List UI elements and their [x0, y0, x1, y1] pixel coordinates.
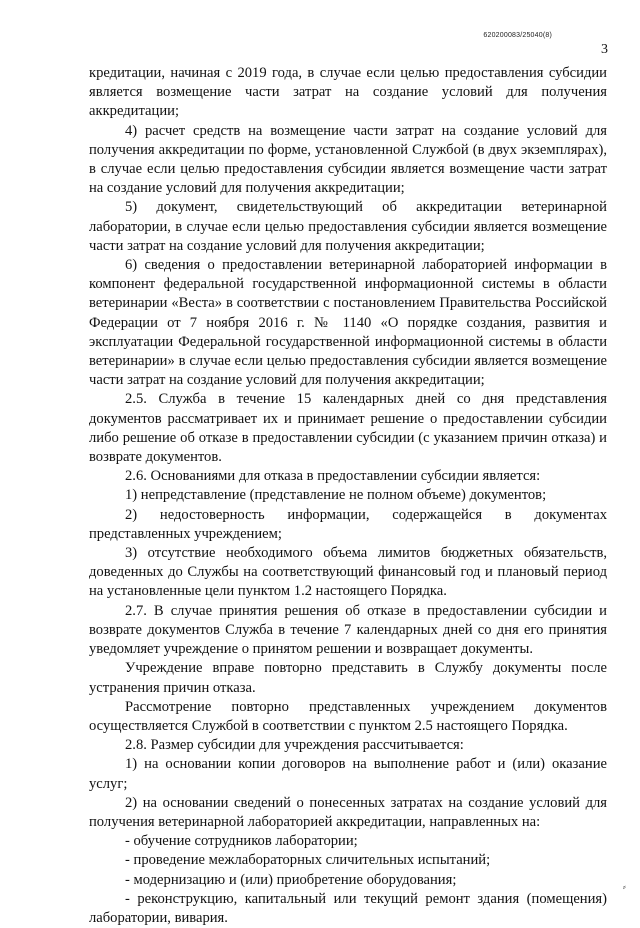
- paragraph-item-4: 4) расчет средств на возмещение части затрат на создание условий для получения аккредитации по форме, установленной Службой (в двух экземплярах), в случае если целью предоставления субсидии является возмещение части затрат на создание условий для получения аккредитации;: [89, 122, 607, 197]
- corner-scan-mark: ⸗: [622, 882, 626, 893]
- paragraph-review: Рассмотрение повторно представленных учреждением документов осуществляется Службой в соответствии с пунктом 2.5 настоящего Порядка.: [89, 698, 607, 734]
- paragraph-item-5: 5) документ, свидетельствующий об аккредитации ветеринарной лаборатории, в случае если целью предоставления субсидии является возмещение части затрат на создание условий для получения аккредитации;: [89, 199, 607, 254]
- list-item-interlab-tests: - проведение межлабораторных сличительных испытаний;: [125, 852, 491, 869]
- paragraph-2-6-item-3: 3) отсутствие необходимого объема лимитов бюджетных обязательств, доведенных до Службы на соответствующий финансовый год и плановый период на установленные цели пунктом 1.2 настоящего Порядка.: [89, 545, 607, 600]
- document-body: [89, 64, 607, 928]
- paragraph-2-8-item-1: 1) на основании копии договоров на выполнение работ и (или) оказание услуг;: [89, 756, 607, 792]
- list-item-training: - обучение сотрудников лаборатории;: [125, 833, 358, 850]
- paragraph-resubmit: Учреждение вправе повторно представить в Службу документы после устранения причин отказа.: [89, 660, 607, 696]
- paragraph-2-8-item-2: 2) на основании сведений о понесенных затратах на создание условий для получения ветеринарной лабораторией аккредитации, направленных на:: [89, 794, 607, 830]
- paragraph-2-8: 2.8. Размер субсидии для учреждения рассчитывается:: [125, 737, 464, 754]
- document-code: 620200083/25040(8): [483, 32, 552, 39]
- paragraph-2-6-item-2: 2) недостоверность информации, содержащейся в документах представленных учреждением;: [89, 506, 607, 542]
- list-item-equipment: - модернизацию и (или) приобретение оборудования;: [125, 871, 457, 888]
- paragraph-2-5: 2.5. Служба в течение 15 календарных дней со дня представления документов рассматривает их и принимает решение о предоставлении субсидии либо решение об отказе в предоставлении субсидии (с указанием причин отказа) и возврате документов.: [89, 391, 607, 466]
- page-number: 3: [601, 42, 608, 57]
- paragraph-2-6: 2.6. Основаниями для отказа в предоставлении субсидии является:: [125, 468, 541, 485]
- list-item-reconstruction: - реконструкцию, капитальный или текущий ремонт здания (помещения) лаборатории, вивария.: [89, 890, 607, 926]
- paragraph-2-6-item-1: 1) непредставление (представление не полном объеме) документов;: [125, 487, 547, 504]
- paragraph-item-6: 6) сведения о предоставлении ветеринарной лабораторией информации в компонент федеральной государственной информационной системы в области ветеринарии «Веста» в соответствии с постановлением Правительства Российской Федерации от 7 ноября 2016 г. № 1140 «О порядке создания, развития и эксплуатации Федеральной государственной информационной системы в области ветеринарии» в случае если целью предоставления субсидии является возмещение части затрат на создание условий для получения аккредитации;: [89, 257, 607, 389]
- paragraph-continuation: кредитации, начиная с 2019 года, в случае если целью предоставления субсидии является возмещение части затрат на создание условий для получения аккредитации;: [89, 65, 607, 120]
- paragraph-2-7: 2.7. В случае принятия решения об отказе в предоставлении субсидии и возврате документов Служба в течение 7 календарных дней со дня его принятия уведомляет учреждение о принятом решении и возвращает документы.: [89, 602, 607, 658]
